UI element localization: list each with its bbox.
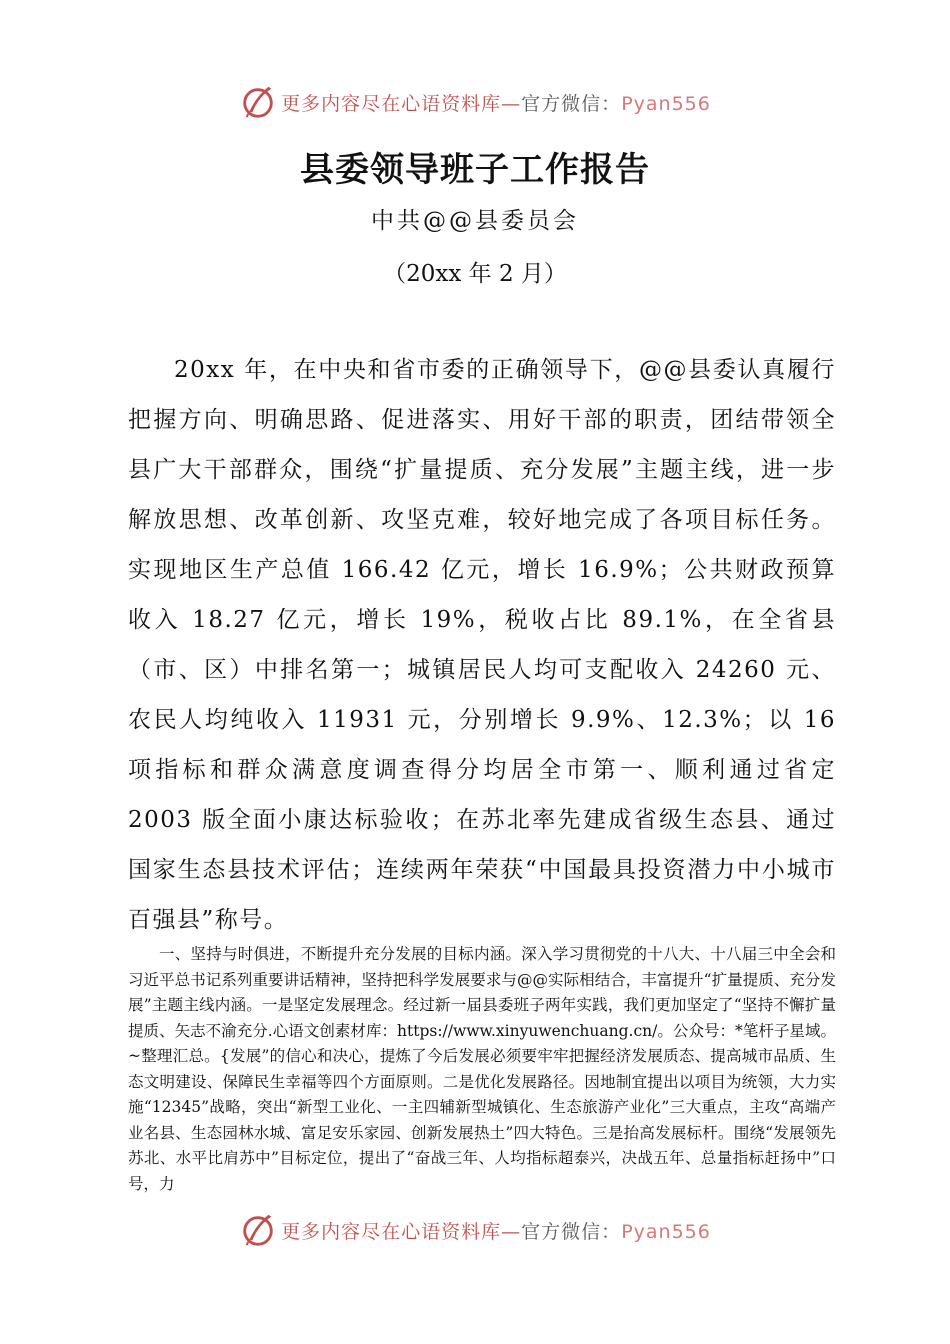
watermark-main: 更多内容尽在心语资料库 <box>281 92 502 115</box>
quill-logo-icon <box>239 1211 277 1249</box>
watermark-id: Pyan556 <box>621 1220 711 1243</box>
document-title: 县委领导班子工作报告 <box>300 150 650 190</box>
watermark-text <box>281 1217 711 1244</box>
watermark-id: Pyan556 <box>621 92 711 115</box>
watermark-text <box>281 89 711 116</box>
watermark-main: 更多内容尽在心语资料库 <box>281 1220 502 1243</box>
paragraph-section-one: 一、坚持与时俱进，不断提升充分发展的目标内涵。深入学习贯彻党的十八大、十八届三中全会和习近平总书记系列重要讲话精神，坚持把科学发展要求与@@实际相结合，丰富提升“扩量提质、充分发展”主题主线内涵。一是坚定发展理念。经过新一届县委班子两年实践，我们更加坚定了“坚持不懈扩量提质、矢志不渝充分.心语文创素材库：https://www.xinyuwenchuang.cn/。公众号：*笔杆子星域。~整理汇总。{发展”的信心和决心，提炼了今后发展必须要牢牢把握经济发展质态、提高城市品质、生态文明建设、保障民生幸福等四个方面原则。二是优化发展路径。因地制宜提出以项目为统领，大力实施“12345”战略，突出“新型工业化、一主四辅新型城镇化、生态旅游产业化”三大重点，主攻“高端产业名县、生态园林水城、富足安乐家园、创新发展热土”四大特色。三是抬高发展标杆。围绕“发展领先苏北、水平比肩苏中”目标定位，提出了“奋战三年、人均指标超泰兴，决战五年、总量指标赶扬中”口号，力 <box>128 945 836 1193</box>
quill-logo-icon <box>239 83 277 121</box>
watermark-banner-top <box>0 82 950 122</box>
watermark-dash: — <box>501 1220 522 1243</box>
document-date: （20xx 年 2 月） <box>383 261 567 287</box>
watermark-official: 官方微信： <box>521 92 622 115</box>
paragraph-intro: 20xx 年，在中央和省市委的正确领导下，@@县委认真履行把握方向、明确思路、促进落实、用好干部的职责，团结带领全县广大干部群众，围绕“扩量提质、充分发展”主题主线，进一步解放思想、改革创新、攻坚克难，较好地完成了各项目标任务。实现地区生产总值 166.42 亿元，增长 16.9%；公共财政预算收入 18.27 亿元，增长 19%，税收占比 89.1%，在全省县（市、区）中排名第一；城镇居民人均可支配收入 24260 元、农民人均纯收入 11931 元，分别增长 9.9%、12.3%；以 16 项指标和群众满意度调查得分均居全市第一、顺利通过省定 2003 版全面小康达标验收；在苏北率先建成省级生态县、通过国家生态县技术评估；连续两年荣获“中国最具投资潜力中小城市百强县”称号。 <box>128 357 836 933</box>
document-issuer: 中共@@县委员会 <box>371 208 579 234</box>
watermark-official: 官方微信： <box>521 1220 622 1243</box>
watermark-banner-bottom <box>0 1210 950 1250</box>
watermark-dash: — <box>501 92 522 115</box>
